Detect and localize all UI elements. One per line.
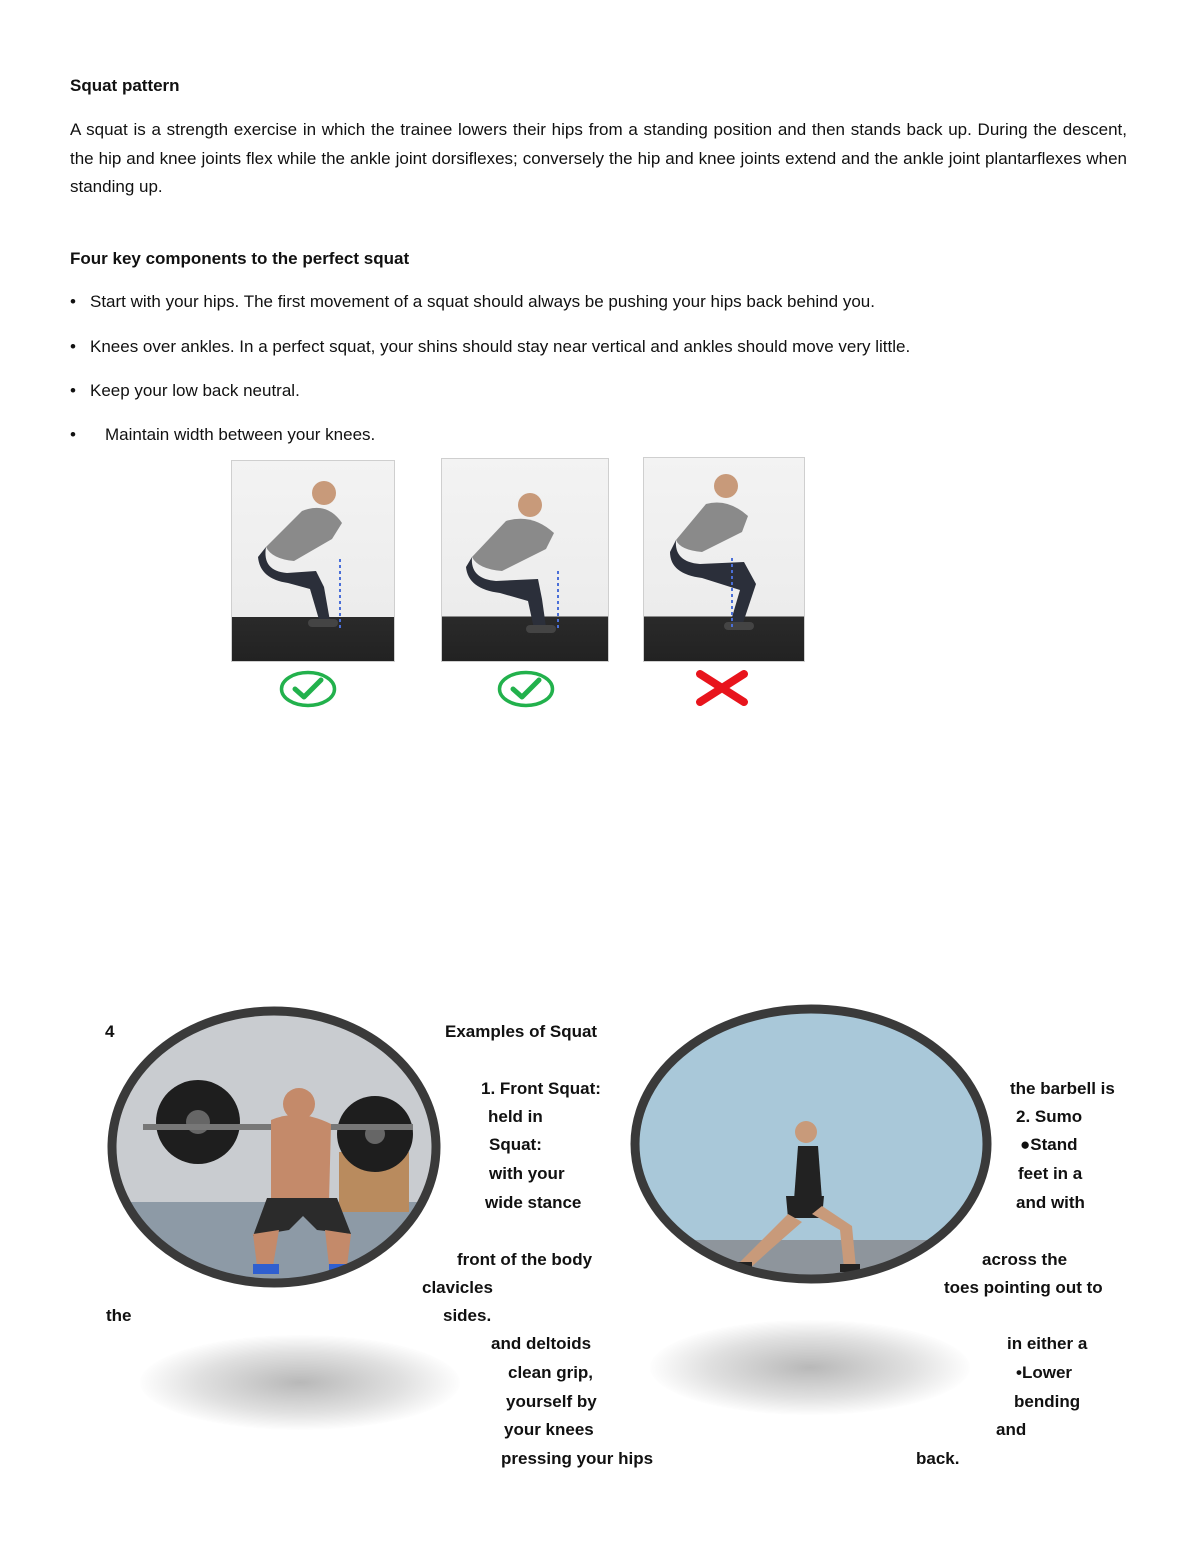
example-text: your knees [504, 1420, 594, 1439]
example-text: 1. Front Squat: [481, 1079, 601, 1098]
example-text: and deltoids [491, 1334, 592, 1353]
example-text: toes pointing out to [944, 1278, 1103, 1297]
list-item-text: Keep your low back neutral. [90, 381, 300, 400]
intro-paragraph: A squat is a strength exercise in which the trainee lowers their hips from a standing position and then stands back up. During the descent, the hip and knee joints flex while the ankle joint dorsiflexes; conversely the hip and knee joints extend and the ankle joint plantarflexes when standing up. [70, 120, 1127, 197]
example-text: with your [489, 1164, 565, 1183]
examples-number: 4 [105, 1022, 115, 1041]
bullet-icon: • [70, 292, 76, 311]
example-text: the barbell is [1010, 1079, 1115, 1098]
frame-shadow [140, 1335, 460, 1430]
components-title: Four key components to the perfect squat [70, 249, 410, 268]
example-text: in either a [1007, 1334, 1088, 1353]
example-text: 2. Sumo [1016, 1107, 1083, 1126]
sumo-squat-photo [626, 1000, 996, 1288]
list-item [70, 381, 300, 401]
squat-photo-knees-too-far [643, 457, 805, 662]
example-text: wide stance [485, 1193, 582, 1212]
squat-photo-hips-back [231, 460, 395, 662]
example-text: pressing your hips [501, 1449, 654, 1468]
example-text: and [996, 1420, 1027, 1439]
check-icon [497, 670, 555, 708]
example-text: clean grip, [508, 1363, 594, 1382]
example-text: feet in a [1018, 1164, 1083, 1183]
bullet-icon: • [70, 425, 76, 444]
list-item [70, 337, 910, 357]
example-text: the [106, 1306, 132, 1325]
list-item [70, 292, 875, 312]
example-text: clavicles [422, 1278, 493, 1297]
frame-shadow [650, 1320, 970, 1415]
example-text: ●Stand [1020, 1135, 1078, 1154]
example-text: front of the body [457, 1250, 593, 1269]
cross-icon [694, 670, 750, 706]
list-item-text: Start with your hips. The first movement of a squat should always be pushing your hips back behind you. [90, 292, 875, 311]
example-text: bending [1014, 1392, 1081, 1411]
front-squat-photo [103, 1002, 445, 1292]
example-text: •Lower [1016, 1363, 1073, 1382]
examples-heading: Examples of Squat [445, 1022, 598, 1041]
section-title: Squat pattern [70, 76, 180, 95]
list-item [70, 425, 375, 445]
example-text: across the [982, 1250, 1068, 1269]
example-text: held in [488, 1107, 543, 1126]
list-item-text: Maintain width between your knees. [105, 425, 376, 444]
example-text: and with [1016, 1193, 1085, 1212]
bullet-icon: • [70, 337, 76, 356]
check-icon [279, 670, 337, 708]
example-text: Squat: [489, 1135, 542, 1154]
bullet-icon: • [70, 381, 76, 400]
example-text: yourself by [506, 1392, 597, 1411]
squat-photo-knees-over-ankles [441, 458, 609, 662]
example-text: sides. [443, 1306, 492, 1325]
example-text: back. [916, 1449, 960, 1468]
list-item-text: Knees over ankles. In a perfect squat, your shins should stay near vertical and ankles should move very little. [90, 337, 911, 356]
